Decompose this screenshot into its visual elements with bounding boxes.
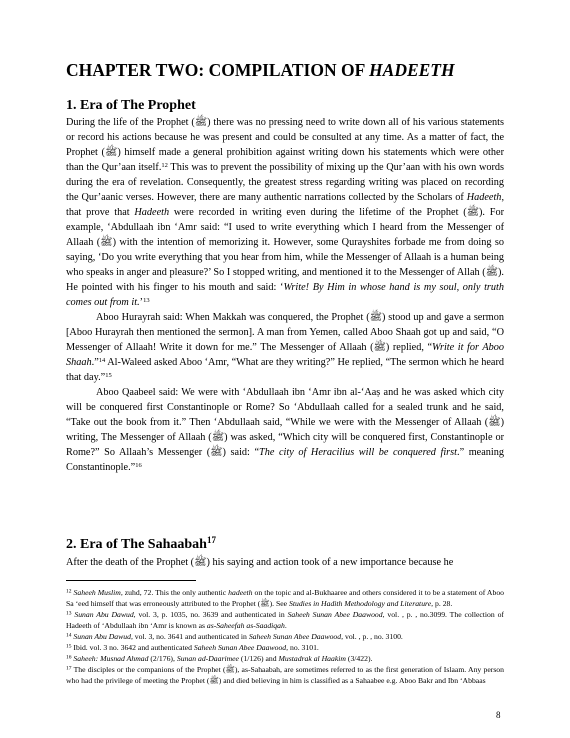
italic-run: Saheeh Sunan Abee Daawood, bbox=[248, 632, 344, 641]
footnote bbox=[66, 609, 504, 631]
italic-run: Saheeh Sunan Abee Daawood, bbox=[193, 643, 289, 652]
text-run: Aboo Hurayrah said: When Makkah was conquered, the Prophet (ﷺ) stood up and gave a sermon [Aboo Hurayrah then mentioned the sermon]. A man from Yemen, called Aboo Shaah got up and said, “O Messenger of Allaah! Write it down for me.” The Messenger of Allaah (ﷺ) replied, “ bbox=[66, 312, 504, 353]
footnote bbox=[66, 631, 504, 642]
italic-run: Sunan Abu Dawud, bbox=[73, 632, 133, 641]
text-run: (3/422). bbox=[345, 654, 373, 663]
footnote-ref: 13 bbox=[143, 297, 150, 304]
text-run: After the death of the Prophet (ﷺ) his saying and action took of a new importance because he bbox=[66, 557, 454, 568]
section2-body bbox=[66, 555, 504, 570]
italic-run: The city of Heracilius will be conquered first bbox=[259, 447, 457, 458]
footnotes-block bbox=[66, 587, 504, 664]
text-run: , that prove that bbox=[66, 192, 504, 218]
body-paragraph bbox=[66, 385, 504, 475]
text-run: (1/126) and bbox=[238, 654, 279, 663]
text-run: The disciples or the companions of the Prophet (ﷺ), as-Sahaabah, are sometimes referred to as the first generation of Islaam. Any person who had the privilege of meeting the Prophet (ﷺ) and died believing in him is classified as a Sahaabee e.g. Aboo Bakr and Ibn ‘Abbaas bbox=[66, 665, 504, 685]
italic-run: Saheeh Sunan Abee Daawood, bbox=[287, 610, 385, 619]
text-run: Ibid. vol. 3 no. 3642 and authenticated bbox=[71, 643, 194, 652]
section-heading-era-of-the-prophet: 1. Era of The Prophet bbox=[66, 98, 196, 113]
footnote-separator bbox=[66, 580, 196, 581]
text-run: vol. 3, no. 3641 and authenticated in bbox=[132, 632, 249, 641]
italic-run: Hadeeth bbox=[134, 207, 170, 218]
footnote-ref: 12 bbox=[66, 588, 72, 595]
footnote-ref: 15 bbox=[105, 372, 112, 379]
italic-run: Hadeeth bbox=[466, 192, 502, 203]
text-run: During the life of the Prophet (ﷺ) there was no pressing need to write down all of his various statements or record his actions because he was present and could be consulted at any time. As a matter of fact, the Prophet (ﷺ) himself made a general prohibition against writing down his statements which were other than the Qur’aan itself. bbox=[66, 117, 504, 173]
text-run: zuhd, 72. This the only authentic bbox=[122, 588, 229, 597]
text-run: Al-Waleed asked Aboo ‘Amr, “What are they writing?” He replied, “The sermon which he heard that day.” bbox=[66, 357, 504, 383]
italic-run: Saheeh: Musnad Ahmad bbox=[73, 654, 149, 663]
italic-run: Write! By Him in whose hand is my soul, only truth comes out from it. bbox=[66, 282, 505, 308]
text-run: no. 3101. bbox=[288, 643, 319, 652]
section-heading-era-of-the-sahaabah bbox=[66, 537, 216, 553]
text-run: vol. 3, p. 1035, no. 3639 and authenticated in bbox=[135, 610, 288, 619]
text-run: ’ bbox=[139, 297, 144, 308]
section1-body bbox=[66, 115, 504, 475]
footnote-ref: 16 bbox=[135, 462, 142, 469]
italic-run: Saheeh Muslim, bbox=[73, 588, 123, 597]
chapter-title-italic: HADEETH bbox=[369, 60, 455, 80]
italic-run: as-Saheefah as-Saadiqah bbox=[206, 621, 285, 630]
text-run: vol. , p. , no.3099. The collection of Hadeeth of ‘Abdullaah ibn ‘Amr is known as bbox=[66, 610, 504, 630]
italic-run: Sunan ad-Daarimee bbox=[176, 654, 239, 663]
footnote bbox=[66, 653, 504, 664]
italic-run: Mustadrak al Haakim bbox=[278, 654, 346, 663]
italic-run: hadeeth bbox=[228, 588, 253, 597]
page-number: 8 bbox=[496, 710, 501, 720]
footnote-ref: 12 bbox=[161, 162, 168, 169]
text-run: vol. , p. , no. 3100. bbox=[343, 632, 403, 641]
footnote bbox=[66, 587, 504, 609]
footnote bbox=[66, 664, 504, 686]
footnote-ref: 17 bbox=[66, 665, 72, 672]
text-run: were recorded in writing even during the lifetime of the Prophet (ﷺ). For example, ‘Abdullaah ibn ‘Amr said: “I used to write everything which I heard from the Messenger of Allaah (ﷺ) with the intention of memorizing it. However, some Qurayshites forbade me from doing so saying, ‘Do you write everything that you hear from him, while the Messenger of Allaah is a human being who speaks in anger and pleasure?’ So I stopped writing, and mentioned it to the Messenger of Allah (ﷺ). He pointed with his finger to his mouth and said: ‘ bbox=[66, 207, 505, 293]
footnote-ref: 13 bbox=[66, 610, 72, 617]
footnote-ref: 16 bbox=[66, 654, 72, 661]
text-run: .” meaning Constantinople.” bbox=[66, 447, 504, 473]
footnote-ref: 14 bbox=[66, 632, 72, 639]
footnote-17-block bbox=[66, 664, 504, 686]
text-run: p. 28. bbox=[433, 599, 453, 608]
body-paragraph bbox=[66, 310, 504, 385]
footnote-ref: 15 bbox=[66, 643, 72, 650]
body-paragraph bbox=[66, 115, 504, 310]
text-run: (2/176), bbox=[148, 654, 177, 663]
chapter-title-prefix: CHAPTER TWO: COMPILATION OF bbox=[66, 60, 370, 80]
text-run: Aboo Qaabeel said: We were with ‘Abdullaah ibn ‘Amr ibn al-‘Aaṣ and he was asked which city will be conquered first Constantinople or Rome? So ‘Abdullaah called for a sealed trunk and he said, “Take out the book from it.” Then ‘Abdullaah said, “While we were with the Messenger of Allaah (ﷺ) writing, The Messenger of Allaah (ﷺ) was asked, “Which city will be conquered first, Constantinople or Rome?” So Allaah’s Messenger (ﷺ) said: “ bbox=[66, 387, 504, 458]
body-paragraph bbox=[66, 555, 504, 570]
text-run: on the topic and al-Bukhaaree and others considered it to be a statement of Aboo Sa ‘eed himself that was erroneously attributed to the Prophet (ﷺ). See bbox=[66, 588, 505, 608]
text-run: This was to prevent the possibility of mixing up the Qur’aan with his own words during the era of revelation. Consequently, the greatest stress regarding writing was placed on recording the Qur’aanic verses. However, there are many authentic narrations collected by the Scholars of bbox=[66, 162, 504, 203]
chapter-title bbox=[66, 60, 506, 80]
italic-run: Studies in Hadith Methodology and Literature, bbox=[289, 599, 434, 608]
italic-run: Write it for Aboo Shaah bbox=[66, 342, 504, 368]
text-run: . bbox=[284, 621, 287, 630]
italic-run: Sunan Abu Dawud, bbox=[74, 610, 136, 619]
text-run: .” bbox=[91, 357, 99, 368]
footnote-ref: 14 bbox=[98, 357, 106, 364]
footnote bbox=[66, 642, 504, 653]
footnote-ref: 17 bbox=[206, 535, 216, 545]
section2-heading-text: 2. Era of The Sahaabah bbox=[66, 537, 207, 552]
